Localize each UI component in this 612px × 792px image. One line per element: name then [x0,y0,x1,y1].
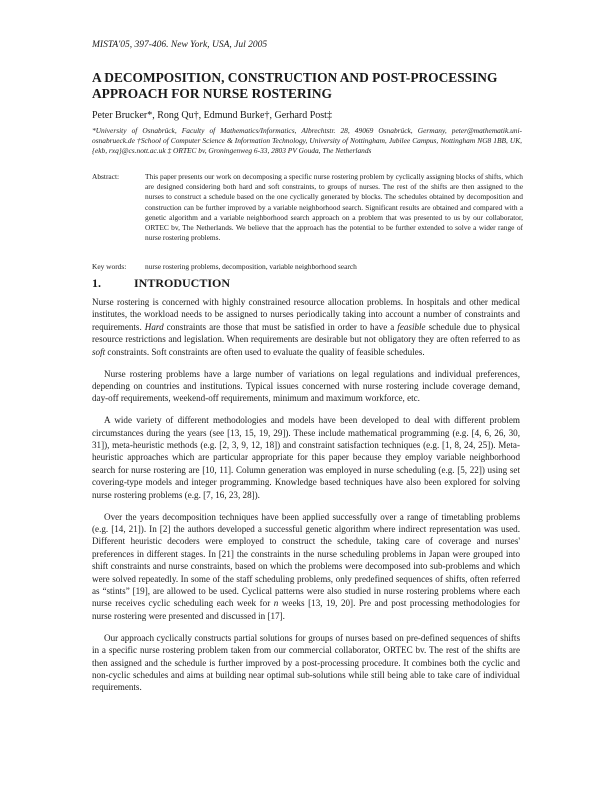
affiliations: *University of Osnabrück, Faculty of Mathematics/Informatics, Albrechtstr. 28, 49069 Osnabrück, Germany, peter@mathematik.uni-osnabrueck.de †School of Computer Science & Information Technology, University of Nottingham, Jubilee Campus, Nottingham NG8 1BB, UK, {ekb, rxq}@cs.nott.ac.uk ‡ ORTEC bv, Groningenweg 6-33, 2803 PV Gouda, The Netherlands [92,126,522,156]
paragraph-3: A wide variety of different methodologies and models have been developed to deal with different problem circumstances during the years (see [13, 15, 19, 29]). These include mathematical programming (e.g. [4, 6, 26, 30, 31]), meta-heuristic methods (e.g. [2, 3, 9, 12, 18]) and constraint satisfaction techniques (e.g. [1, 8, 24, 25]). Meta-heuristic approaches which are particular appropriate for this paper because they employ variable neighborhood search for nurse rostering are [10, 11]. Column generation was employed in nurse scheduling (e.g. [5, 22]) using set covering-type models and integer programming. Knowledge based techniques have also been explored for solving nurse rostering problems (e.g. [7, 16, 23, 28]). [92,415,520,500]
paragraph-2: Nurse rostering problems have a large number of variations on legal regulations and individual preferences, depending on countries and institutions. Typical issues concerned with nurse rostering include coverage demand, day-off requirements, weekend-off requirements, minimum and maximum workforce, etc. [92,368,520,404]
paragraph-1 [92,296,520,358]
emphasis-soft: soft [92,346,106,357]
emphasis-feasible: feasible [397,321,426,332]
paper-title: A DECOMPOSITION, CONSTRUCTION AND POST-PROCESSING APPROACH FOR NURSE ROSTERING [92,70,498,101]
abstract-text: This paper presents our work on decomposing a specific nurse rostering problem by cyclically assigning blocks of shifts, which are designed considering both hard and soft constraints, to groups of nurses. The rest of the shifts are then assigned to the nurses to construct a schedule based on the one cyclically generated by blocks. The schedules obtained by decomposition and construction can be further improved by a variable neighborhood search. Significant results are obtained and compared with a genetic algorithm and a variable neighborhood search approach on a problem that was presented to us by our collaborator, ORTEC bv, The Netherlands. We believe that the approach has the potential to be further extended to solve a wider range of nurse rostering problems. [145,172,523,243]
author-list: Peter Brucker*, Rong Qu†, Edmund Burke†, Gerhard Post‡ [92,110,332,121]
paragraph-5: Our approach cyclically constructs partial solutions for groups of nurses based on pre-defined sequences of shifts in a specific nurse rostering problem taken from our commercial collaborator, ORTEC bv. The rest of the shifts are then assigned and the schedule is further improved by a post-processing procedure. It combines both the cyclic and non-cyclic schedules and aims at building near optimal sub-solutions while still being able to take care of individual requirements. [92,632,520,693]
section-heading [92,276,230,291]
section-title: INTRODUCTION [134,276,231,290]
section-number: 1. [92,276,101,290]
paragraph-4-part-b: weeks [13, 19, 20]. Pre and post processing methodologies for nurse rostering were presented and discussed in [17]. [92,598,521,621]
keywords-label: Key words: [92,262,127,271]
paragraph-1-part-d: constraints. Soft constraints are often used to evaluate the quality of feasible schedules. [105,346,425,357]
paragraph-4 [92,511,520,623]
emphasis-n: n [273,598,279,609]
keywords-text: nurse rostering problems, decomposition, variable neighborhood search [145,262,357,271]
running-header: MISTA'05, 397-406. New York, USA, Jul 2005 [92,40,268,50]
paragraph-1-part-a: Nurse rostering is concerned with highly constrained resource allocation problems. In hospitals and other medical institutes, the workload needs to be assigned to nurses periodically taking into account a number of constraints and requirements. [92,297,520,332]
paragraph-1-part-c: schedule due to physical resource restrictions and legislation. When requirements are desirable but not obligatory they are often referred to as [92,321,520,345]
emphasis-hard: Hard [144,321,164,332]
body-text [92,296,520,703]
paragraph-4-part-a: Over the years decomposition techniques have been applied successfully over a range of timetabling problems (e.g. [14, 21]). In [2] the authors developed a successful genetic algorithm where indirect representation was used. Different heuristic decoders were employed to construct the schedule, taking care of coverage and nurses' preferences in different stages. In [21] the constraints in the nurse scheduling problems in Japan were grouped into shift constraints and nurse constraints, based on which the problems were decomposed into sub-problems and which were solved repeatedly. In some of the staff scheduling problems, only predefined sequences of shifts, often referred as “stints” [19], are allowed to be used. Cyclical patterns were also studied in nurse rostering problems where each nurse receives cyclic scheduling each week for [92,511,520,609]
abstract-label: Abstract: [92,172,120,181]
paragraph-1-part-b: constraints are those that must be satisfied in order to have a [163,321,398,332]
